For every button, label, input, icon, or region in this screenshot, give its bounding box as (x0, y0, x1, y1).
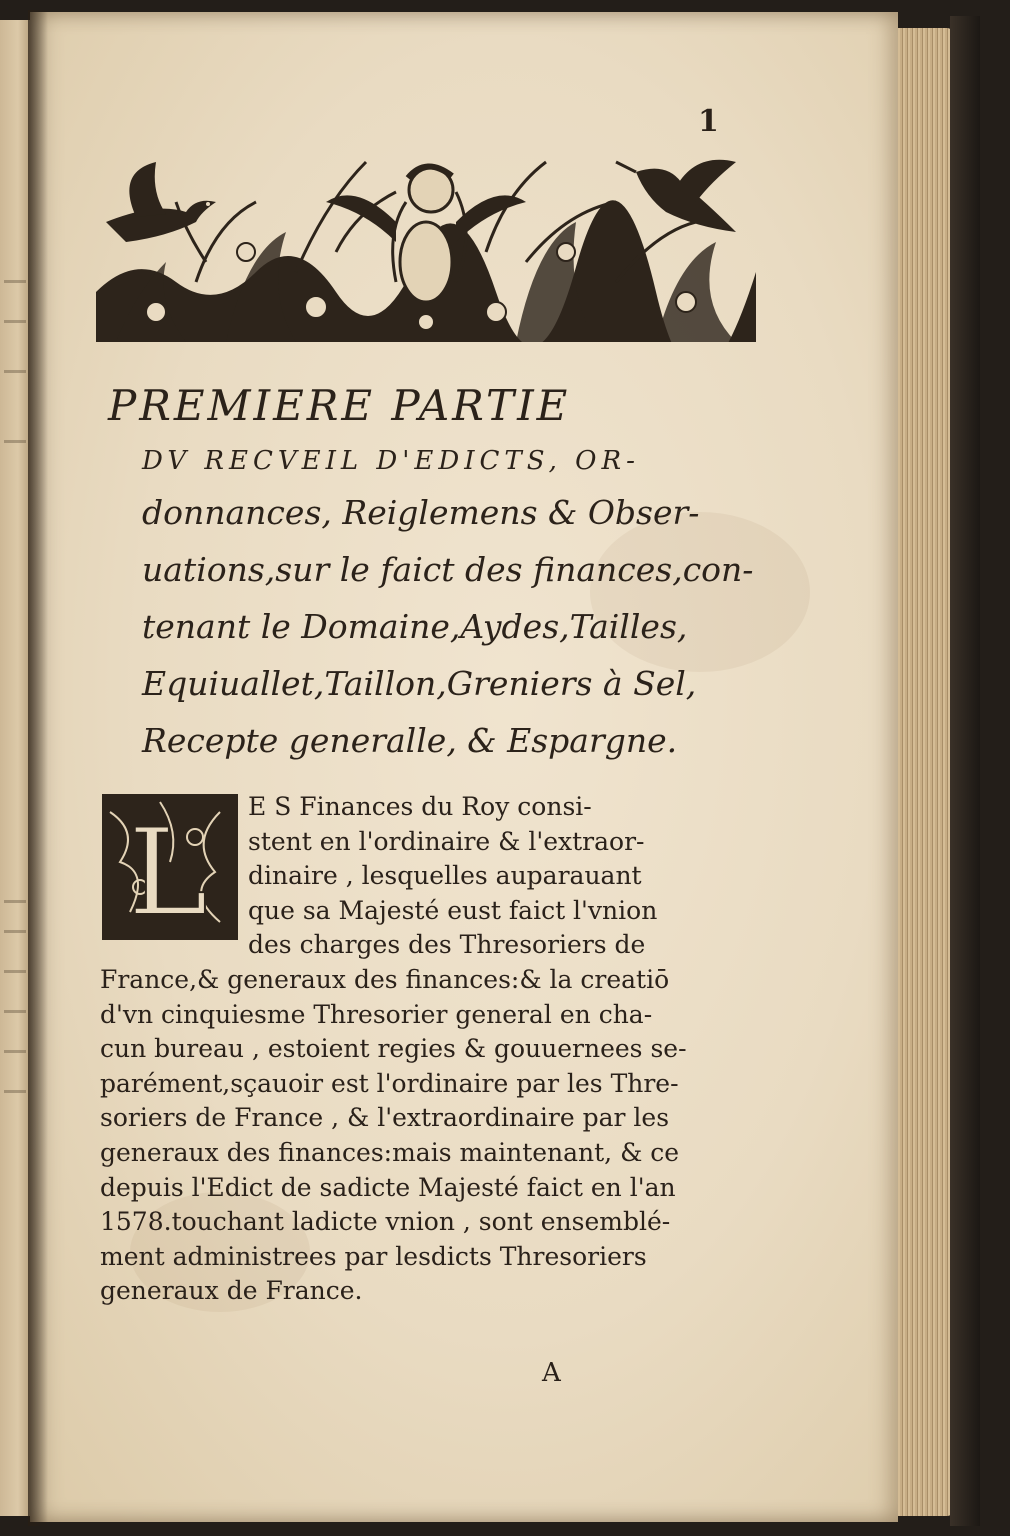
bleed-mark (4, 930, 26, 933)
title-line-6: Recepte generalle, & Espargne. (142, 721, 678, 760)
gutter-shadow (28, 10, 48, 1526)
left-bird (106, 162, 216, 242)
body-line-7: d'vn cinquiesme Thresorier general en cha- (100, 999, 653, 1029)
body-line-11: generaux des finances:mais maintenant, & ce (100, 1137, 680, 1167)
bleed-mark (4, 370, 26, 373)
body-line-6: France,& generaux des finances:& la creatiō (100, 964, 670, 994)
body-line-14: ment administrees par lesdicts Thresoriers (100, 1241, 647, 1271)
body-line-13: 1578.touchant ladicte vnion , sont ensemblé- (100, 1207, 671, 1237)
woodcut-headpiece (96, 142, 756, 342)
page-block-edges (895, 28, 953, 1516)
bleed-mark (4, 280, 26, 283)
bleed-mark (4, 1010, 26, 1013)
bleed-mark (4, 970, 26, 973)
title-line-5: Equiuallet,Taillon,Greniers à Sel, (142, 664, 697, 703)
initial-letter: L (128, 804, 208, 942)
title-line-1: DV RECVEIL D'EDICTS, OR- (142, 446, 640, 476)
book-page (30, 12, 898, 1522)
bleed-mark (4, 1050, 26, 1053)
historiated-initial (100, 792, 240, 942)
body-line-15: generaux de France. (100, 1276, 363, 1306)
book-cover-edge (950, 16, 980, 1526)
putto-figure (326, 166, 526, 302)
body-paragraph (100, 790, 740, 1309)
title-line-4: tenant le Domaine,Aydes,Tailles, (142, 607, 688, 646)
body-line-9: parément,sçauoir est l'ordinaire par les Thre- (100, 1068, 679, 1098)
body-line-10: soriers de France , & l'extraordinaire par les (100, 1103, 670, 1133)
page-number: 1 (698, 104, 719, 139)
title-line-2: donnances, Reiglemens & Obser- (142, 493, 700, 532)
bleed-mark (4, 900, 26, 903)
body-line-3: dinaire , lesquelles auparauant (248, 861, 642, 891)
signature-mark: A (542, 1358, 561, 1388)
title-block (108, 374, 758, 769)
body-line-1: E S Finances du Roy consi- (248, 792, 592, 821)
body-line-12: depuis l'Edict de sadicte Majesté faict en l'an (100, 1172, 676, 1202)
bleed-mark (4, 1090, 26, 1093)
title-line-3: uations,sur le faict des finances,con- (142, 550, 754, 589)
body-line-5: des charges des Thresoriers de (248, 930, 646, 960)
body-line-4: que sa Majesté eust faict l'vnion (248, 895, 658, 925)
body-line-2: stent en l'ordinaire & l'extraor- (248, 826, 645, 856)
right-bird (616, 160, 736, 232)
body-line-8: cun bureau , estoient regies & gouuernees se- (100, 1034, 687, 1064)
bleed-mark (4, 440, 26, 443)
bleed-mark (4, 320, 26, 323)
part-title: PREMIERE PARTIE (108, 381, 571, 430)
